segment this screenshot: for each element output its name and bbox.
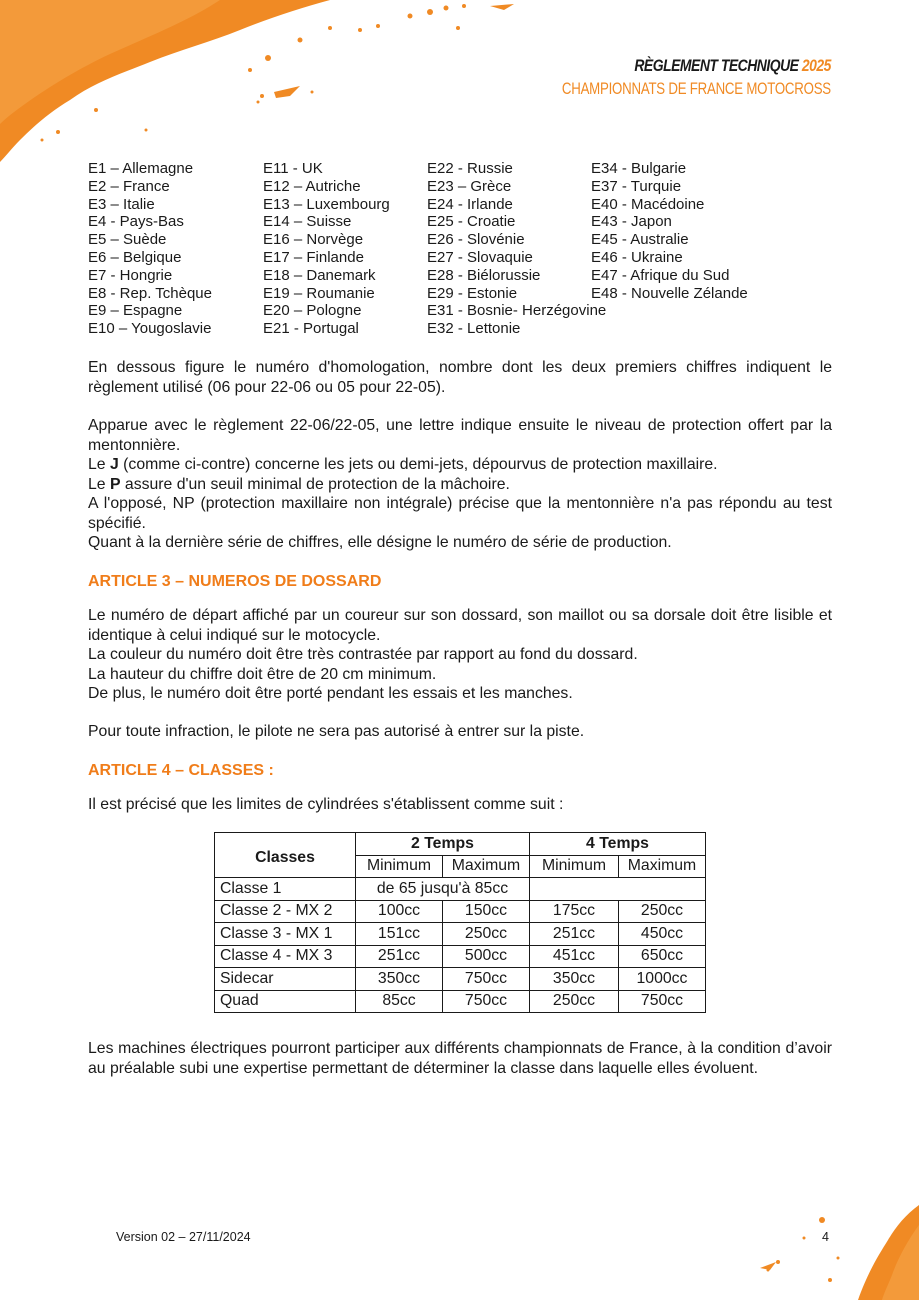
table-subheader-maximum: Maximum — [443, 855, 530, 878]
list-item: E45 - Australie — [591, 231, 689, 249]
table-cell-class: Sidecar — [215, 968, 356, 991]
table-cell-empty — [530, 878, 706, 901]
table-row — [215, 990, 706, 1013]
list-item: E1 – Allemagne — [88, 160, 194, 177]
list-item: E48 - Nouvelle Zélande — [591, 284, 748, 302]
list-item: E37 - Turquie — [591, 177, 682, 195]
paragraph-text: Le numéro de départ affiché par un coureur sur son dossard, son maillot ou sa dorsale doit être lisible et identique à celui indiqué sur le motocycle. — [88, 607, 832, 644]
list-item: E34 - Bulgarie — [591, 160, 687, 177]
paragraph-text — [88, 455, 832, 475]
paragraph-text — [88, 475, 832, 495]
list-item: E47 - Afrique du Sud — [591, 266, 730, 284]
bold-letter-p: P — [109, 475, 121, 493]
country-codes-column-4 — [591, 160, 748, 302]
list-item: E7 - Hongrie — [88, 266, 173, 284]
bold-letter-j: J — [109, 456, 119, 473]
paragraph-text: La hauteur du chiffre doit être de 20 cm minimum. — [88, 665, 437, 683]
table-cell: 151cc — [356, 923, 443, 946]
table-cell: 251cc — [530, 923, 619, 946]
list-item: E31 - Bosnie- Herzégovine — [427, 302, 607, 320]
table-cell: 350cc — [530, 968, 619, 991]
table-cell: 85cc — [356, 990, 443, 1013]
header-subtitle: CHAMPIONNATS DE FRANCE MOTOCROSS — [561, 79, 831, 98]
list-item: E14 – Suisse — [263, 213, 352, 231]
table-cell-class: Classe 3 - MX 1 — [215, 923, 356, 946]
table-row — [215, 968, 706, 991]
table-row — [215, 878, 706, 901]
table-subheader-maximum: Maximum — [619, 855, 706, 878]
list-item: E40 - Macédoine — [591, 195, 705, 213]
table-cell: 250cc — [443, 923, 530, 946]
table-header-2-temps: 2 Temps — [356, 833, 530, 856]
header-title-main: RÈGLEMENT TECHNIQUE — [634, 56, 799, 75]
list-item: E32 - Lettonie — [427, 320, 521, 338]
list-item: E10 – Yougoslavie — [88, 320, 212, 338]
list-item: E11 - UK — [263, 160, 323, 177]
paragraph-text: Apparue avec le règlement 22-06/22-05, une lettre indique ensuite le niveau de protection offert par la mentonnière. — [88, 417, 832, 454]
table-cell: 350cc — [356, 968, 443, 991]
table-row — [215, 923, 706, 946]
list-item: E25 - Croatie — [427, 213, 516, 231]
table-cell: 100cc — [356, 900, 443, 923]
list-item: E13 – Luxembourg — [263, 195, 390, 213]
table-header-classes: Classes — [215, 833, 356, 878]
paragraph-text: La couleur du numéro doit être très contrastée par rapport au fond du dossard. — [88, 646, 638, 663]
text-span: Le — [88, 456, 110, 473]
table-row — [215, 900, 706, 923]
article-3-body — [88, 606, 832, 704]
paragraph-text: En dessous figure le numéro d'homologation, nombre dont les deux premiers chiffres indiquent le règlement utilisé (06 pour 22-06 ou 05 pour 22-05). — [88, 359, 832, 396]
text-span: assure d'un seuil minimal de protection de la mâchoire. — [120, 475, 510, 493]
table-cell: 150cc — [443, 900, 530, 923]
country-codes-column-3 — [427, 160, 606, 338]
list-item: E21 - Portugal — [263, 320, 359, 338]
text-span: (comme ci-contre) concerne les jets ou demi-jets, dépourvus de protection maxillaire. — [118, 456, 718, 473]
table-row — [215, 945, 706, 968]
paragraph-text: Il est précisé que les limites de cylindrées s'établissent comme suit : — [88, 796, 564, 813]
list-item: E17 – Finlande — [263, 248, 364, 266]
list-item: E4 - Pays-Bas — [88, 213, 184, 231]
list-item: E46 - Ukraine — [591, 248, 683, 266]
list-item: E20 – Pologne — [263, 302, 362, 320]
list-item: E2 – France — [88, 177, 170, 195]
table-subheader-minimum: Minimum — [530, 855, 619, 878]
paragraph-text: De plus, le numéro doit être porté pendant les essais et les manches. — [88, 685, 573, 702]
table-header-row — [215, 833, 706, 856]
article-3-heading: ARTICLE 3 – NUMEROS DE DOSSARD — [88, 573, 382, 590]
list-item: E6 – Belgique — [88, 248, 182, 266]
paragraph-text: Quant à la dernière série de chiffres, elle désigne le numéro de série de production. — [88, 534, 672, 551]
table-cell: 250cc — [619, 900, 706, 923]
table-cell: 175cc — [530, 900, 619, 923]
paragraph-text: A l'opposé, NP (protection maxillaire non intégrale) précise que la mentonnière n'a pas répondu au test spécifié. — [88, 495, 832, 532]
table-cell: 750cc — [443, 968, 530, 991]
table-cell-class: Classe 1 — [215, 878, 356, 901]
list-item: E29 - Estonie — [427, 284, 518, 302]
article-4-intro — [88, 795, 832, 815]
table-cell-class: Quad — [215, 990, 356, 1013]
list-item: E22 - Russie — [427, 160, 513, 177]
list-item: E27 - Slovaquie — [427, 248, 533, 266]
table-cell: 451cc — [530, 945, 619, 968]
table-cell: 1000cc — [619, 968, 706, 991]
table-cell-span: de 65 jusqu'à 85cc — [356, 878, 530, 901]
homologation-paragraphs — [88, 416, 832, 553]
list-item: E18 – Danemark — [263, 266, 376, 284]
list-item: E5 – Suède — [88, 231, 167, 249]
table-cell-class: Classe 2 - MX 2 — [215, 900, 356, 923]
orange-splash-decoration — [0, 0, 560, 170]
table-cell-class: Classe 4 - MX 3 — [215, 945, 356, 968]
header-title — [548, 56, 831, 76]
table-header-4-temps: 4 Temps — [530, 833, 706, 856]
paragraph-text: Les machines électriques pourront participer aux différents championnats de France, à la condition d’avoir au préalable subi une expertise permettant de déterminer la classe dans laquelle elles évoluent. — [88, 1040, 832, 1077]
list-item: E43 - Japon — [591, 213, 672, 231]
list-item: E24 - Irlande — [427, 195, 513, 213]
list-item: E8 - Rep. Tchèque — [88, 284, 212, 302]
article-4-heading: ARTICLE 4 – CLASSES : — [88, 762, 274, 779]
list-item: E3 – Italie — [88, 195, 155, 213]
table-cell: 250cc — [530, 990, 619, 1013]
list-item: E12 – Autriche — [263, 177, 361, 195]
homologation-paragraph-1 — [88, 358, 832, 397]
list-item: E23 – Grèce — [427, 177, 512, 195]
page-number: 4 — [822, 1230, 829, 1244]
list-item: E19 – Roumanie — [263, 284, 375, 302]
table-cell: 650cc — [619, 945, 706, 968]
list-item: E9 – Espagne — [88, 302, 183, 320]
header-title-year: 2025 — [801, 56, 831, 75]
list-item: E16 – Norvège — [263, 231, 364, 249]
text-span: Le — [88, 475, 110, 493]
table-cell: 450cc — [619, 923, 706, 946]
article-3-infraction — [88, 722, 832, 742]
list-item: E26 - Slovénie — [427, 231, 525, 249]
document-header — [486, 56, 831, 99]
country-codes-column-1 — [88, 160, 212, 338]
table-cell: 750cc — [619, 990, 706, 1013]
paragraph-text: Pour toute infraction, le pilote ne sera pas autorisé à entrer sur la piste. — [88, 723, 585, 740]
article-4-electric — [88, 1039, 832, 1078]
footer-version: Version 02 – 27/11/2024 — [116, 1230, 251, 1244]
classes-table — [214, 832, 706, 1013]
list-item: E28 - Biélorussie — [427, 266, 541, 284]
table-cell: 500cc — [443, 945, 530, 968]
table-subheader-minimum: Minimum — [356, 855, 443, 878]
table-cell: 251cc — [356, 945, 443, 968]
table-cell: 750cc — [443, 990, 530, 1013]
country-codes-column-2 — [263, 160, 390, 338]
